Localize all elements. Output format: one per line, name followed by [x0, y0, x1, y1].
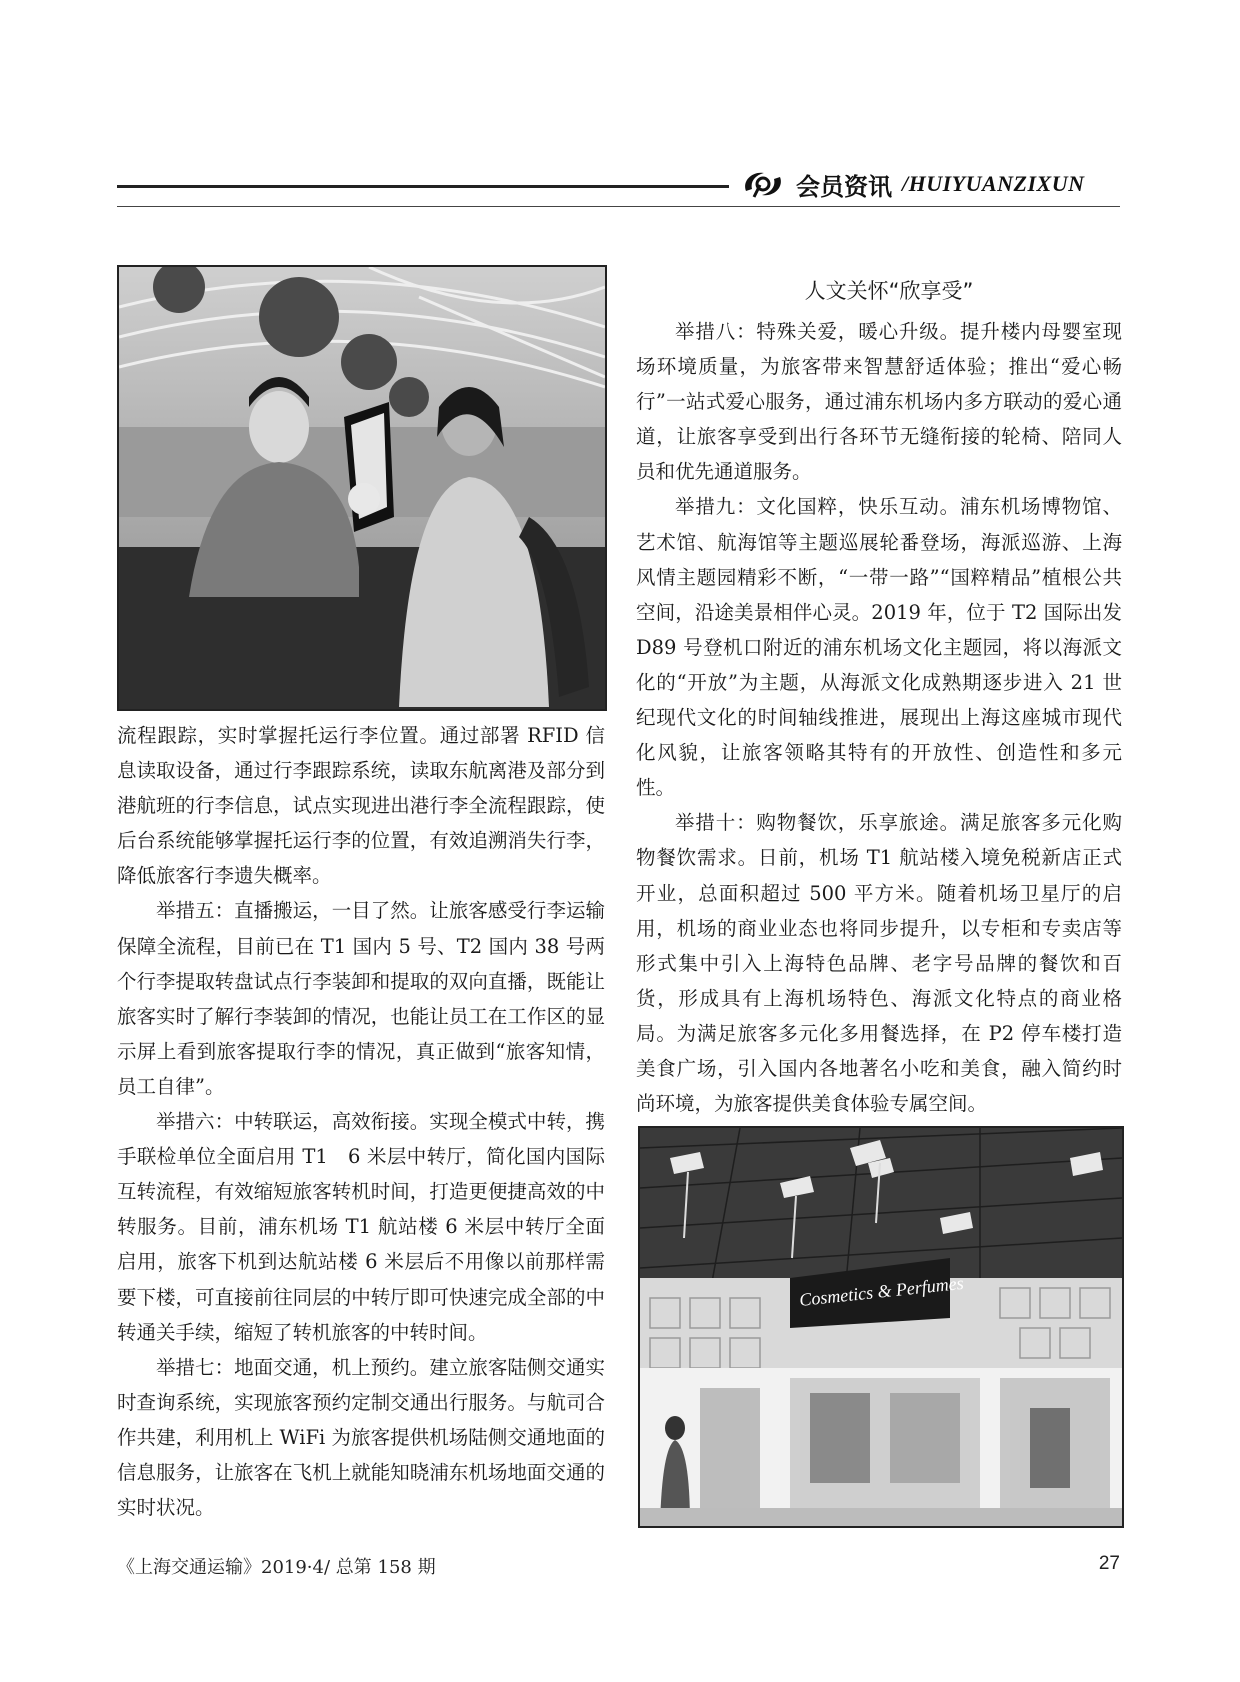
association-logo-icon — [740, 167, 786, 201]
paragraph: 流程跟踪，实时掌握托运行李位置。通过部署 RFID 信息读取设备，通过行李跟踪系统，读取东航离港及部分到港航班的行李信息，试点实现进出港行李全流程跟踪，使后台系统能够掌握托运行李的位置，有效追溯消失行李，降低旅客行李遗失概率。 — [117, 724, 605, 888]
section-title-cn: 会员资讯 — [796, 172, 892, 201]
photo-duty-free-store — [638, 1126, 1124, 1528]
section-subheading: 人文关怀“欣享受” — [804, 279, 974, 303]
left-text-column — [117, 718, 605, 1525]
right-text-column — [636, 270, 1122, 1121]
paragraph: 举措十：购物餐饮，乐享旅途。满足旅客多元化购物餐饮需求。日前，机场 T1 航站楼入境免税新店正式开业，总面积超过 500 平方米。随着机场卫星厅的启用，机场的商业业态也将同步提升，以专柜和专卖店等形式集中引入上海特色品牌、老字号品牌的餐饮和百货，形成具有上海机场特色、海派文化特点的商业格局。为满足旅客多元化多用餐选择，在 P2 停车楼打造美食广场，引入国内各地著名小吃和美食，融入简约时尚环境，为旅客提供美食体验专属空间。 — [636, 811, 1122, 1116]
header-bottom-rule — [117, 206, 1120, 207]
paragraph: 举措六：中转联运，高效衔接。实现全模式中转，携手联检单位全面启用 T1 6 米层中转厅，简化国内国际互转流程，有效缩短旅客转机时间，打造更便捷高效的中转服务。目前，浦东机场 T1 航站楼 6 米层中转厅全面启用，旅客下机到达航站楼 6 米层后不用像以前那样需要下楼，可直接前往同层的中转厅即可快速完成全部的中转通关手续，缩短了转机旅客的中转时间。 — [117, 1110, 605, 1344]
photo-airport-service-counter — [117, 265, 607, 711]
paragraph: 举措八：特殊关爱，暖心升级。提升楼内母婴室现场环境质量，为旅客带来智慧舒适体验；推出“爱心畅行”一站式爱心服务，通过浦东机场内多方联动的爱心通道，让旅客享受到出行各环节无缝衔接的轮椅、陪同人员和优先通道服务。 — [636, 320, 1122, 484]
section-header — [740, 166, 1085, 202]
section-title-en: /HUIYUANZIXUN — [902, 171, 1085, 196]
journal-citation: 《上海交通运输》2019·4/ 总第 158 期 — [117, 1557, 436, 1578]
paragraph: 举措七：地面交通，机上预约。建立旅客陆侧交通实时查询系统，实现旅客预约定制交通出行服务。与航司合作共建，利用机上 WiFi 为旅客提供机场陆侧交通地面的信息服务，让旅客在飞机上就能知晓浦东机场地面交通的实时状况。 — [117, 1355, 605, 1520]
header-rule — [117, 185, 729, 188]
paragraph: 举措九：文化国粹，快乐互动。浦东机场博物馆、艺术馆、航海馆等主题巡展轮番登场，海派巡游、上海风情主题园精彩不断，“一带一路”“国粹精品”植根公共空间，沿途美景相伴心灵。2019 年，位于 T2 国际出发 D89 号登机口附近的浦东机场文化主题园，将以海派文化的“开放”为主题，从海派文化成熟期逐步进入 21 世纪现代文化的时间轴线推进，展现出上海这座城市现代化风貌，让旅客领略其特有的开放性、创造性和多元性。 — [636, 495, 1122, 800]
paragraph: 举措五：直播搬运，一目了然。让旅客感受行李运输保障全流程，目前已在 T1 国内 5 号、T2 国内 38 号两个行李提取转盘试点行李装卸和提取的双向直播，既能让旅客实时了解行李装卸的情况，也能让员工在工作区的显示屏上看到旅客提取行李的情况，真正做到“旅客知情，员工自律”。 — [117, 899, 605, 1098]
storefront-sign: Cosmetics & Perfumes — [798, 1272, 965, 1310]
page-number: 27 — [1098, 1553, 1120, 1574]
